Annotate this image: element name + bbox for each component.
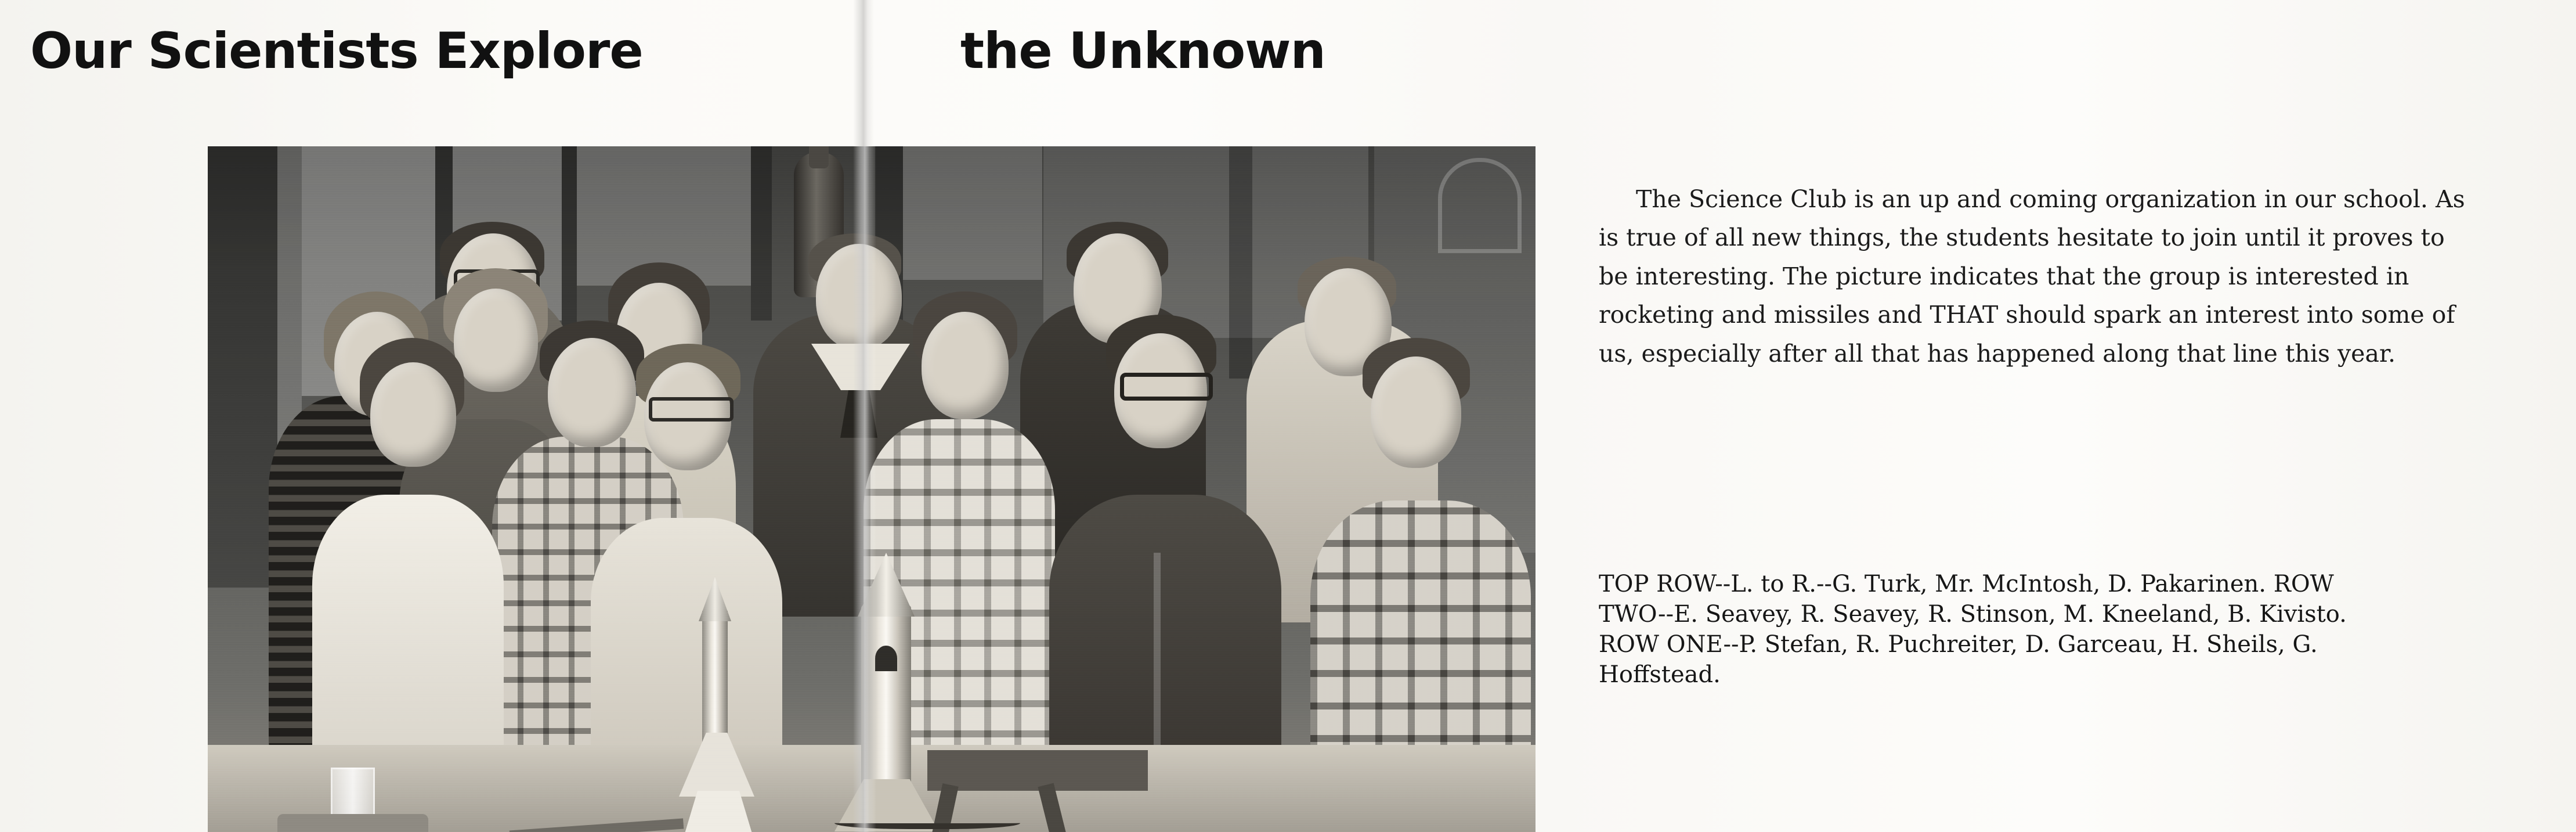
person-back-2-head bbox=[816, 244, 902, 350]
backdrop-arch bbox=[1438, 158, 1522, 253]
person-mid-5-head bbox=[922, 312, 1009, 419]
launch-stand-rail bbox=[927, 750, 1148, 791]
caption-line-row-one-cont: Hoffstead. bbox=[1599, 661, 1721, 688]
caption-line-row-one: ROW ONE--P. Stefan, R. Puchreiter, D. Garceau, H. Sheils, G. bbox=[1599, 631, 2318, 658]
person-mid-4-head bbox=[548, 338, 636, 447]
backdrop-cabinet-4 bbox=[903, 146, 1042, 280]
person-front-2-glasses bbox=[649, 397, 734, 422]
photo-caption bbox=[1599, 569, 2504, 690]
article-text bbox=[1599, 180, 2469, 373]
caption-line-row-two: TWO--E. Seavey, R. Seavey, R. Stinson, M. Kneeland, B. Kivisto. bbox=[1599, 601, 2347, 628]
person-front-1-head bbox=[370, 362, 456, 467]
person-mid-2-head bbox=[454, 289, 538, 392]
backdrop-divider-3 bbox=[751, 146, 772, 320]
group-photo bbox=[208, 146, 1536, 832]
table-tray bbox=[277, 814, 428, 832]
launch-stand-cable bbox=[834, 814, 1020, 829]
caption-line-top-row: TOP ROW--L. to R.--G. Turk, Mr. McIntosh, D. Pakarinen. ROW bbox=[1599, 571, 2334, 597]
page-title-right: the Unknown bbox=[960, 22, 1325, 80]
page-title-left: Our Scientists Explore bbox=[30, 22, 643, 80]
article-paragraph: The Science Club is an up and coming organization in our school. As is true of all new things, the students hesitate to join until it proves to be interesting. The picture indicates that the group is interested in rocketing and missiles and THAT should spark an interest into some of us, especially after all that has happened along that line this year. bbox=[1599, 185, 2465, 368]
model-rocket-large-body bbox=[861, 605, 911, 797]
backdrop-locker-left bbox=[208, 146, 277, 588]
person-front-4-head bbox=[1371, 356, 1461, 468]
backdrop-divider-4 bbox=[1229, 146, 1252, 379]
gas-cylinder-valve bbox=[809, 146, 829, 168]
person-front-3-glasses bbox=[1120, 373, 1213, 401]
model-rocket-large-marking bbox=[875, 646, 897, 671]
